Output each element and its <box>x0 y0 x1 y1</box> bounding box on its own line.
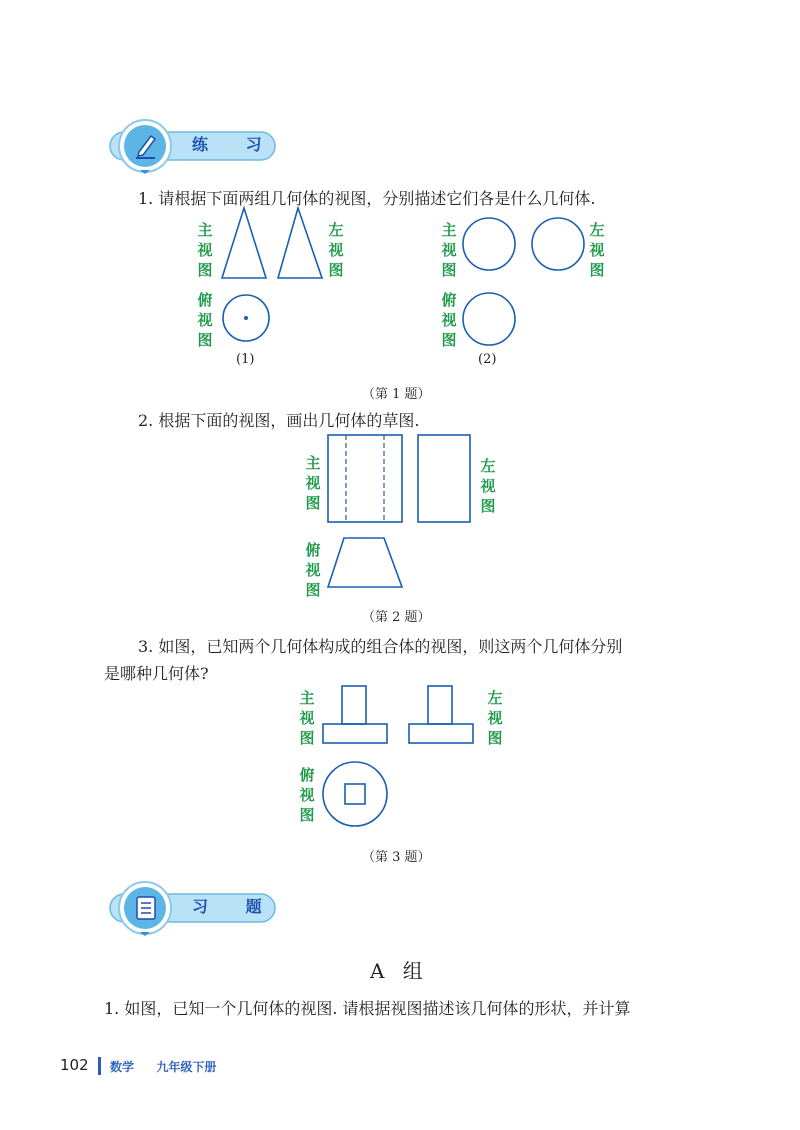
front-view-triangle <box>222 208 266 278</box>
label-char: 图 <box>305 581 321 599</box>
q1-group2-top-view <box>462 291 522 351</box>
label-char: 视 <box>299 709 315 727</box>
label-char: 左 <box>328 221 344 239</box>
top-view-center-dot <box>244 316 248 320</box>
q1-group2-front-left-views <box>462 216 592 276</box>
label-char: 左 <box>480 457 496 475</box>
label-char: 视 <box>197 311 213 329</box>
exercise-banner <box>100 118 280 174</box>
problems-banner-label: 习 题 <box>192 897 278 916</box>
left-view-circle <box>532 218 584 270</box>
label-char: 视 <box>487 709 503 727</box>
label-char: 图 <box>480 497 496 515</box>
q1-left-view-label-1 <box>327 220 345 280</box>
label-char: 视 <box>305 474 321 492</box>
label-char: 主 <box>305 454 321 472</box>
notebook-icon <box>134 894 158 922</box>
label-char: 图 <box>299 729 315 747</box>
question-2-text: 2. 根据下面的视图，画出几何体的草图. <box>138 411 420 430</box>
q1-top-view-label-2 <box>440 290 458 350</box>
label-char: 视 <box>441 311 457 329</box>
top-view-square <box>345 784 365 804</box>
q3-top-view-label <box>298 765 316 825</box>
group-a-question-1: 1. 如图，已知一个几何体的视图. 请根据视图描述该几何体的形状，并计算 <box>104 999 631 1018</box>
q1-top-view-label-1 <box>196 290 214 350</box>
q3-left-view-label <box>486 688 504 748</box>
label-char: 图 <box>197 261 213 279</box>
footer-book-info <box>110 1058 216 1075</box>
q2-left-view-label <box>479 456 497 516</box>
q2-front-view-label <box>304 453 322 513</box>
label-char: 视 <box>305 561 321 579</box>
label-char: 图 <box>305 494 321 512</box>
label-char: 图 <box>197 331 213 349</box>
left-view-upper-rect <box>428 686 452 724</box>
left-view-triangle <box>278 208 322 278</box>
problems-banner <box>100 880 280 936</box>
front-view-upper-rect <box>342 686 366 724</box>
label-char: 视 <box>197 241 213 259</box>
q1-front-view-label-1 <box>196 220 214 280</box>
label-char: 图 <box>441 261 457 279</box>
label-char: 视 <box>328 241 344 259</box>
q2-caption: （第 2 题） <box>362 610 431 625</box>
front-view-rectangle <box>328 435 402 522</box>
q3-front-view-label <box>298 688 316 748</box>
top-view-circle <box>463 293 515 345</box>
footer-subject: 数学 <box>110 1060 135 1074</box>
label-char: 图 <box>299 806 315 824</box>
q1-front-view-label-2 <box>440 220 458 280</box>
question-3-line-2: 是哪种几何体? <box>104 664 209 683</box>
label-char: 视 <box>299 786 315 804</box>
front-view-circle <box>463 218 515 270</box>
label-char: 左 <box>589 221 605 239</box>
label-char: 视 <box>589 241 605 259</box>
question-3-line-1: 3. 如图，已知两个几何体构成的组合体的视图，则这两个几何体分别 <box>138 637 623 656</box>
top-view-trapezoid <box>328 538 402 587</box>
pencil-icon <box>133 132 159 160</box>
q1-group1-top-view <box>220 292 272 344</box>
label-char: 俯 <box>197 291 213 309</box>
q3-caption: （第 3 题） <box>362 850 431 865</box>
label-char: 主 <box>299 689 315 707</box>
q1-left-view-label-2 <box>588 220 606 280</box>
q1-caption: （第 1 题） <box>362 387 431 402</box>
q2-top-view <box>326 535 406 590</box>
label-char: 主 <box>441 221 457 239</box>
q1-group1-front-left-views <box>218 205 328 285</box>
left-view-base-rect <box>409 724 473 743</box>
label-char: 图 <box>589 261 605 279</box>
label-char: 俯 <box>441 291 457 309</box>
label-char: 图 <box>441 331 457 349</box>
exercise-banner-label: 练 习 <box>192 135 278 154</box>
left-view-rectangle <box>418 435 470 522</box>
front-view-base-rect <box>323 724 387 743</box>
footer-grade: 九年级下册 <box>156 1060 217 1074</box>
label-char: 图 <box>487 729 503 747</box>
label-char: 俯 <box>299 766 315 784</box>
group-a-title: A 组 <box>370 959 429 983</box>
page-number: 102 <box>60 1056 89 1074</box>
label-char: 视 <box>441 241 457 259</box>
label-char: 俯 <box>305 541 321 559</box>
question-1-text: 1. 请根据下面两组几何体的视图，分别描述它们各是什么几何体. <box>138 189 596 208</box>
q2-top-view-label <box>304 540 322 600</box>
q1-sub-label-1: (1) <box>236 352 255 367</box>
q3-top-view <box>320 760 390 830</box>
label-char: 左 <box>487 689 503 707</box>
top-view-circle <box>323 762 387 826</box>
q2-front-left-views <box>326 432 476 527</box>
q1-sub-label-2: (2) <box>478 352 497 367</box>
footer-divider <box>98 1057 101 1075</box>
label-char: 视 <box>480 477 496 495</box>
label-char: 主 <box>197 221 213 239</box>
label-char: 图 <box>328 261 344 279</box>
q3-front-left-views <box>320 684 480 748</box>
